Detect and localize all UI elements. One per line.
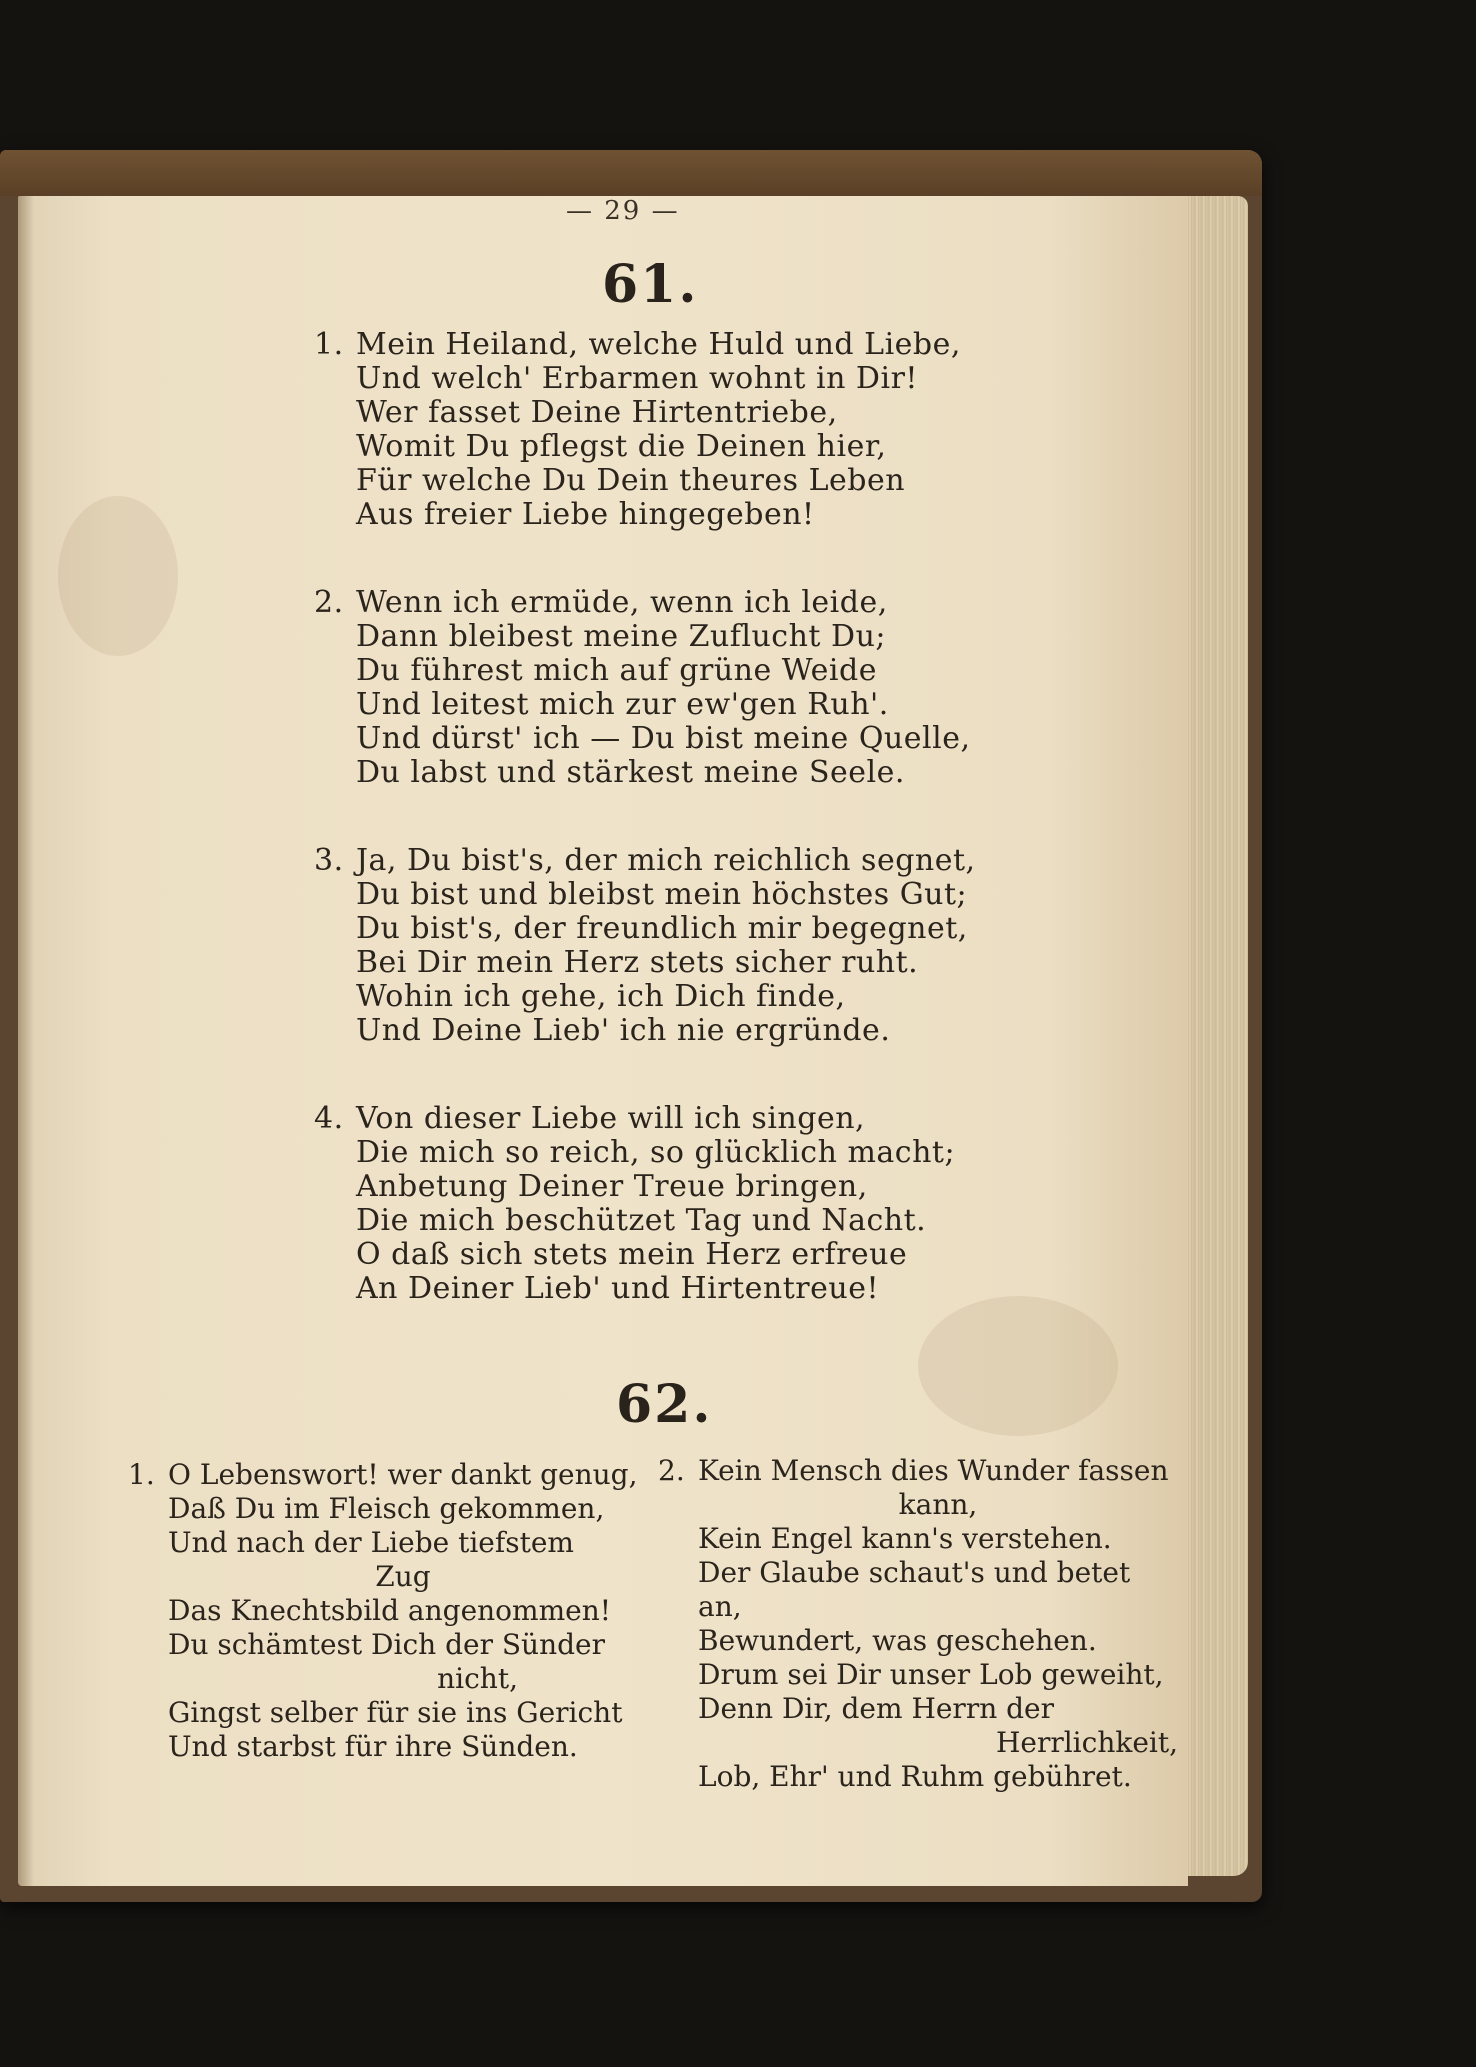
book-page xyxy=(18,196,1188,1886)
page-edges xyxy=(1178,196,1248,1876)
verse-line: Du labst und stärkest meine Seele. xyxy=(356,755,905,790)
verse-line: Bei Dir mein Herz stets sicher ruht. xyxy=(356,945,919,980)
verse-line: Kein Mensch dies Wunder fassen xyxy=(698,1454,1169,1487)
paper-stain xyxy=(918,1296,1118,1436)
verse-line: Kein Engel kann's verstehen. xyxy=(698,1522,1112,1555)
verse-line: Daß Du im Fleisch gekommen, xyxy=(168,1492,605,1525)
hymn61-stanza-3 xyxy=(314,843,976,1048)
hymn61-stanza-4 xyxy=(314,1101,956,1306)
hymn-number-61: 61. xyxy=(602,254,699,315)
verse-line: Von dieser Liebe will ich singen, xyxy=(356,1101,866,1136)
verse-line: An Deiner Lieb' und Hirtentreue! xyxy=(356,1271,880,1306)
verse-line: Für welche Du Dein theures Leben xyxy=(356,463,906,498)
verse-line: O Lebenswort! wer dankt genug, xyxy=(168,1458,638,1491)
verse-line-continuation: Zug xyxy=(375,1560,431,1593)
hymn-number-62: 62. xyxy=(616,1374,713,1435)
verse-line: Die mich so reich, so glücklich macht; xyxy=(356,1135,956,1170)
hymn61-stanza-2 xyxy=(314,585,971,790)
stanza-number: 2. xyxy=(658,1454,685,1487)
verse-line: Ja, Du bist's, der mich reichlich segnet, xyxy=(356,843,976,878)
stanza-number: 2. xyxy=(314,585,344,620)
verse-line: Wer fasset Deine Hirtentriebe, xyxy=(356,395,838,430)
verse-line: Du schämtest Dich der Sünder xyxy=(168,1628,605,1661)
verse-line: Wohin ich gehe, ich Dich finde, xyxy=(356,979,846,1014)
verse-line: Anbetung Deiner Treue bringen, xyxy=(356,1169,868,1204)
stanza-number: 1. xyxy=(128,1458,155,1491)
verse-line: Lob, Ehr' und Ruhm gebühret. xyxy=(698,1760,1132,1793)
verse-line: Und starbst für ihre Sünden. xyxy=(168,1730,578,1763)
verse-line: Der Glaube schaut's und betet an, xyxy=(698,1556,1131,1623)
verse-line: Drum sei Dir unser Lob geweiht, xyxy=(698,1658,1164,1691)
verse-line: Und Deine Lieb' ich nie ergründe. xyxy=(356,1013,891,1048)
page-number: — 29 — xyxy=(566,196,680,226)
verse-line: Womit Du pflegst die Deinen hier, xyxy=(356,429,887,464)
hymn62-stanza-1 xyxy=(128,1458,638,1764)
verse-line: O daß sich stets mein Herz erfreue xyxy=(356,1237,908,1272)
verse-line: Und nach der Liebe tiefstem xyxy=(168,1526,574,1559)
verse-line: Du bist's, der freundlich mir begegnet, xyxy=(356,911,968,946)
verse-line-continuation: nicht, xyxy=(437,1662,518,1695)
verse-line: Bewundert, was geschehen. xyxy=(698,1624,1097,1657)
verse-line: Und welch' Erbarmen wohnt in Dir! xyxy=(356,361,918,396)
verse-line: Du führest mich auf grüne Weide xyxy=(356,653,877,688)
verse-line: Und dürst' ich — Du bist meine Quelle, xyxy=(356,721,971,756)
stanza-number: 3. xyxy=(314,843,344,878)
stanza-number: 1. xyxy=(314,327,344,362)
verse-line: Das Knechtsbild angenommen! xyxy=(168,1594,611,1627)
hymn61-stanza-1 xyxy=(314,327,961,532)
verse-line: Aus freier Liebe hingegeben! xyxy=(356,497,815,532)
paper-stain xyxy=(58,496,178,656)
verse-line-continuation: Herrlichkeit, xyxy=(995,1726,1178,1759)
verse-line: Und leitest mich zur ew'gen Ruh'. xyxy=(356,687,889,722)
verse-line: Die mich beschützet Tag und Nacht. xyxy=(356,1203,927,1238)
verse-line-continuation: kann, xyxy=(898,1488,978,1521)
verse-line: Du bist und bleibst mein höchstes Gut; xyxy=(356,877,968,912)
verse-line: Denn Dir, dem Herrn der xyxy=(698,1692,1055,1725)
verse-line: Wenn ich ermüde, wenn ich leide, xyxy=(356,585,888,620)
book-cover-top-edge xyxy=(0,150,1262,196)
verse-line: Gingst selber für sie ins Gericht xyxy=(168,1696,623,1729)
verse-line: Mein Heiland, welche Huld und Liebe, xyxy=(356,327,961,362)
hymn62-stanza-2 xyxy=(658,1454,1178,1794)
gutter-shadow xyxy=(18,196,34,1886)
verse-line: Dann bleibest meine Zuflucht Du; xyxy=(356,619,886,654)
stanza-number: 4. xyxy=(314,1101,344,1136)
